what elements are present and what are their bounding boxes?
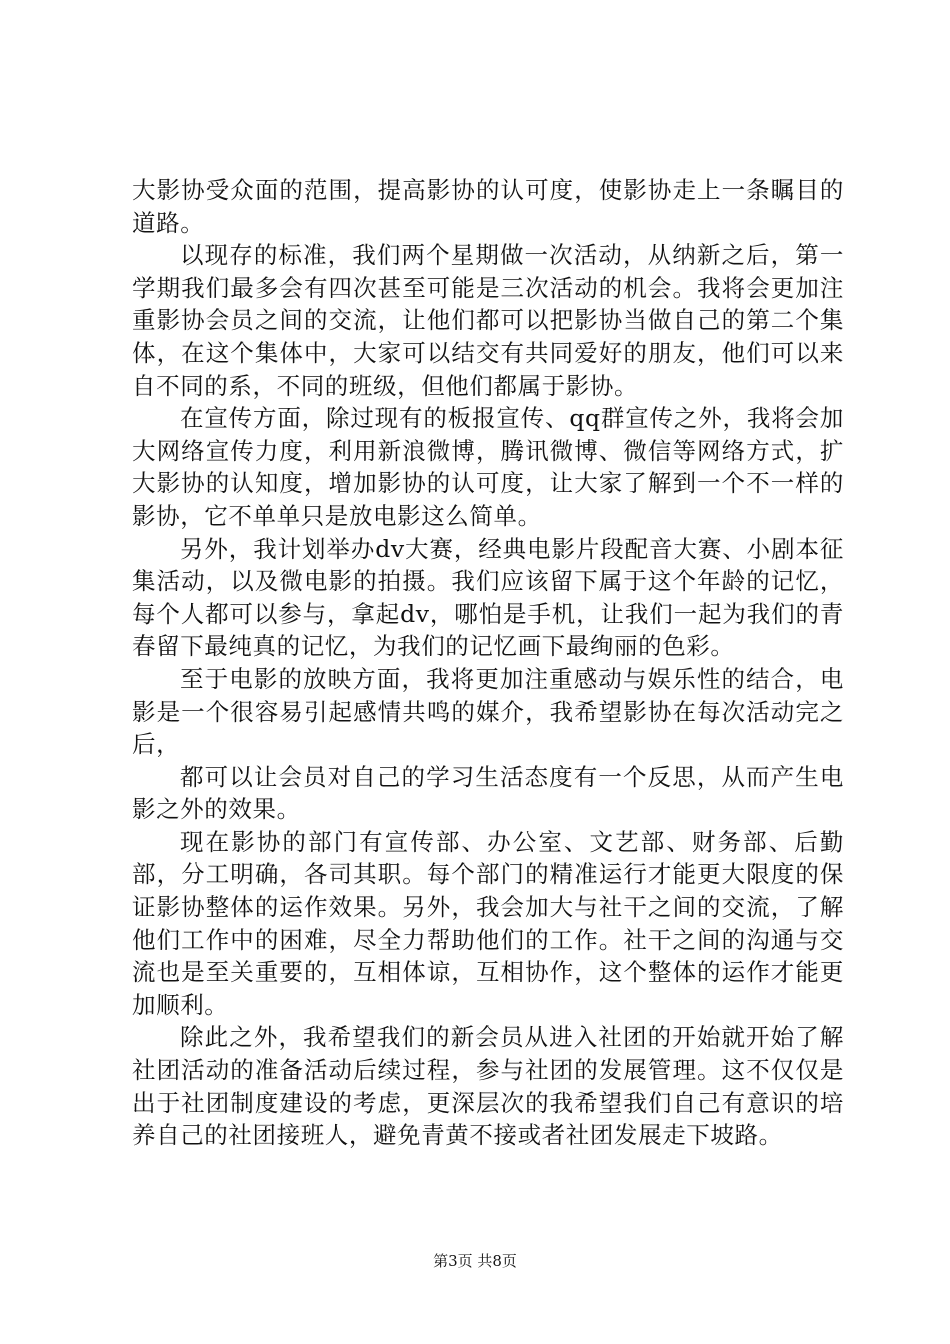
paragraph: 以现存的标准，我们两个星期做一次活动，从纳新之后，第一学期我们最多会有四次甚至可能是三次活动的机会。我将会更加注重影协会员之间的交流，让他们都可以把影协当做自己的第二个集体，在这个集体中，大家可以结交有共同爱好的朋友，他们可以来自不同的系，不同的班级，但他们都属于影协。	[132, 241, 844, 400]
page-number-footer: 第3页 共8页	[433, 1252, 517, 1270]
paragraph-continued: 大影协受众面的范围，提高影协的认可度，使影协走上一条瞩目的道路。	[132, 176, 844, 237]
paragraph: 都可以让会员对自己的学习生活态度有一个反思，从而产生电影之外的效果。	[132, 762, 844, 824]
paragraph: 至于电影的放映方面，我将更加注重感动与娱乐性的结合，电影是一个很容易引起感情共鸣的媒介，我希望影协在每次活动完之后，	[132, 664, 844, 759]
paragraph: 在宣传方面，除过现有的板报宣传、qq群宣传之外，我将会加大网络宣传力度，利用新浪微博，腾讯微博、微信等网络方式，扩大影协的认知度，增加影协的认可度，让大家了解到一个不一样的影协，它不单单只是放电影这么简单。	[132, 404, 844, 530]
paragraph: 除此之外，我希望我们的新会员从进入社团的开始就开始了解社团活动的准备活动后续过程，参与社团的发展管理。这不仅仅是出于社团制度建设的考虑，更深层次的我希望我们自己有意识的培养自己的社团接班人，避免青黄不接或者社团发展走下坡路。	[132, 1023, 844, 1150]
paragraph: 另外，我计划举办dv大赛，经典电影片段配音大赛、小剧本征集活动，以及微电影的拍摄。我们应该留下属于这个年龄的记忆，每个人都可以参与，拿起dv，哪怕是手机，让我们一起为我们的青春留下最纯真的记忆，为我们的记忆画下最绚丽的色彩。	[132, 534, 844, 661]
paragraph: 现在影协的部门有宣传部、办公室、文艺部、财务部、后勤部，分工明确，各司其职。每个部门的精准运行才能更大限度的保证影协整体的运作效果。另外，我会加大与社干之间的交流，了解他们工作中的困难，尽全力帮助他们的工作。社干之间的沟通与交流也是至关重要的，互相体谅，互相协作，这个整体的运作才能更加顺利。	[132, 827, 844, 1019]
document-body	[132, 174, 844, 1152]
